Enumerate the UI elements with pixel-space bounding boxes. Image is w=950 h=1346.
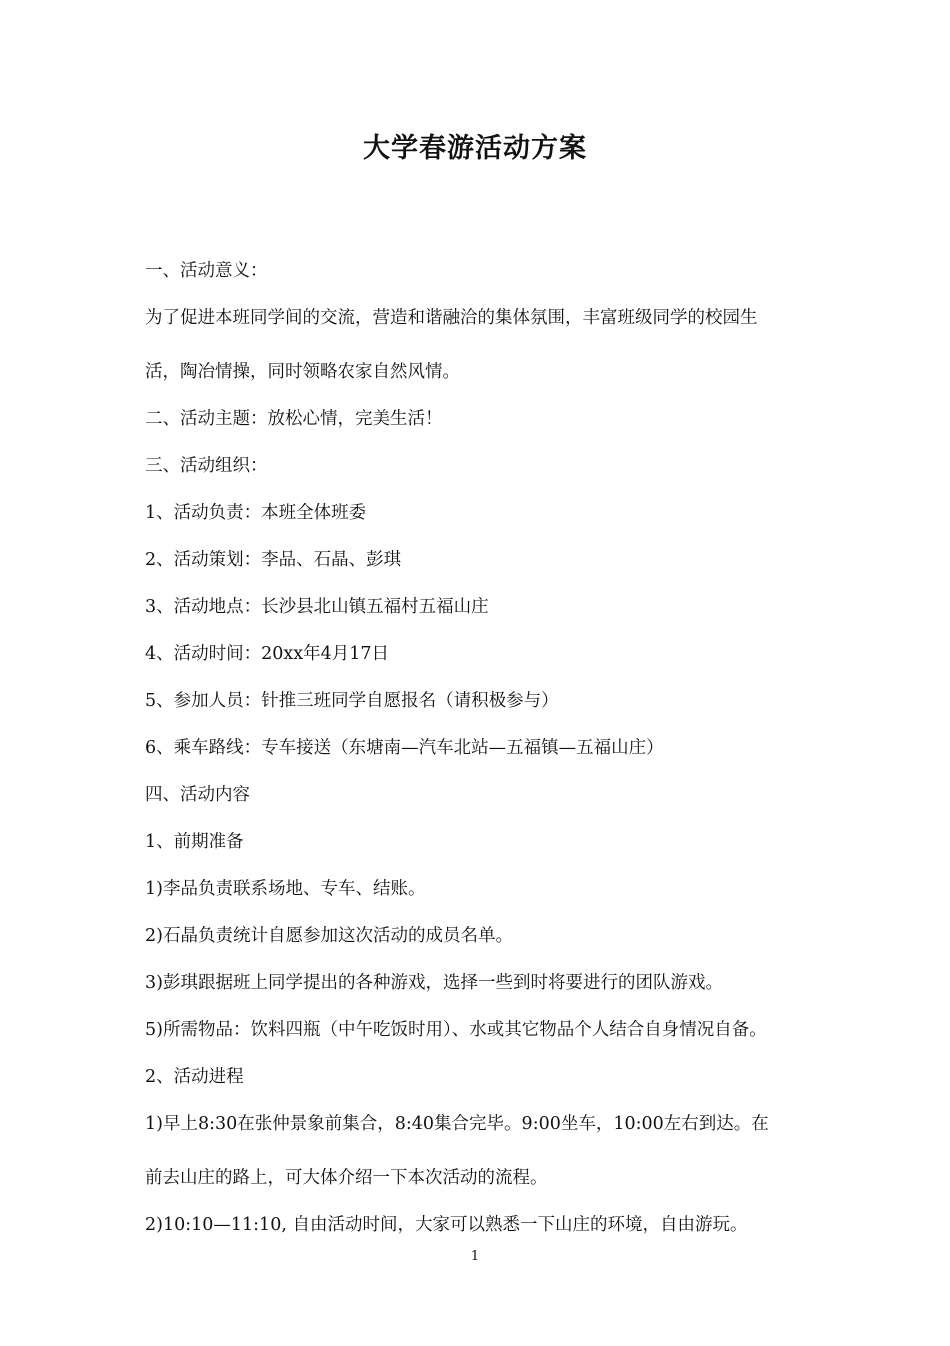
paragraph-line: 为了促进本班同学间的交流，营造和谐融洽的集体氛围，丰富班级同学的校园生 (145, 308, 758, 328)
list-item: 4、活动时间：20xx年4月17日 (145, 644, 390, 664)
section-heading-theme: 二、活动主题：放松心情，完美生活！ (145, 409, 443, 429)
paragraph-line: 活，陶冶情操，同时领略农家自然风情。 (145, 362, 460, 382)
page-number: 1 (470, 1249, 480, 1264)
list-item: 5)所需物品：饮料四瓶（中午吃饭时用）、水或其它物品个人结合自身情况自备。 (145, 1020, 767, 1040)
list-item: 2)石晶负责统计自愿参加这次活动的成员名单。 (145, 926, 513, 946)
paragraph-line: 2)10:10—11:10, 自由活动时间，大家可以熟悉一下山庄的环境，自由游玩。 (145, 1215, 748, 1235)
list-item: 3、活动地点：长沙县北山镇五福村五福山庄 (145, 597, 489, 617)
list-item: 2、活动策划：李品、石晶、彭琪 (145, 550, 402, 570)
list-item: 3)彭琪跟据班上同学提出的各种游戏，选择一些到时将要进行的团队游戏。 (145, 973, 723, 993)
document-title: 大学春游活动方案 (363, 133, 587, 164)
document-body (145, 256, 817, 1240)
list-item: 5、参加人员：针推三班同学自愿报名（请积极参与） (145, 691, 559, 711)
paragraph-line: 前去山庄的路上，可大体介绍一下本次活动的流程。 (145, 1168, 548, 1188)
subsection-heading: 1、前期准备 (145, 832, 244, 852)
subsection-heading: 2、活动进程 (145, 1067, 244, 1087)
list-item: 1)李品负责联系场地、专车、结账。 (145, 879, 426, 899)
list-item: 6、乘车路线：专车接送（东塘南—汽车北站—五福镇—五福山庄） (145, 738, 664, 758)
list-item: 1、活动负责：本班全体班委 (145, 503, 367, 523)
section-heading-significance: 一、活动意义： (145, 261, 268, 281)
section-heading-content: 四、活动内容 (145, 785, 250, 805)
section-heading-organization: 三、活动组织： (145, 456, 268, 476)
paragraph-line: 1)早上8:30在张仲景象前集合，8:40集合完毕。9:00坐车，10:00左右到达。在 (145, 1114, 769, 1134)
